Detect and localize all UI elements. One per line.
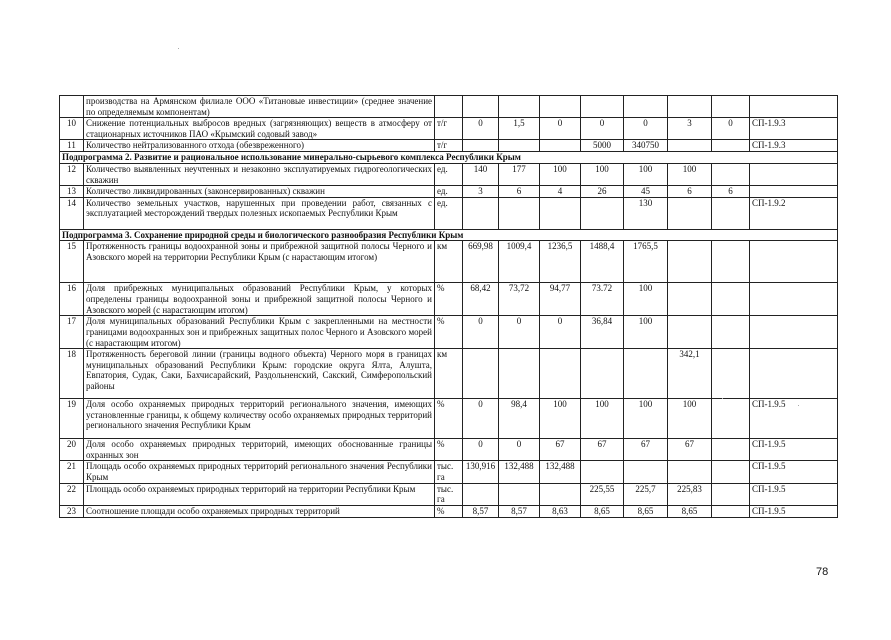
subprogram-row (60, 152, 838, 164)
scan-speck (798, 405, 799, 406)
indicator-name: Количество земельных участков, нарушенных при проведении работ, связанных с эксплуатацией месторождений твердых полезных ископаемых Республики Крым (84, 197, 435, 229)
value-cell (540, 349, 581, 399)
value-cell: 0 (463, 399, 499, 439)
code-cell (750, 163, 838, 185)
subprogram-row (60, 229, 838, 241)
unit-cell: % (435, 316, 463, 349)
code-cell: СП-1.9.5 (750, 483, 838, 505)
value-cell: 45 (624, 186, 668, 198)
unit-cell: км (435, 241, 463, 283)
table-row (60, 316, 838, 349)
row-number: 22 (60, 483, 84, 505)
code-cell (750, 283, 838, 316)
code-cell (750, 186, 838, 198)
value-cell (624, 461, 668, 483)
unit-cell: км (435, 349, 463, 399)
indicator-name: Площадь особо охраняемых природных территорий регионального значения Республики Крым (84, 461, 435, 483)
code-cell: СП-1.9.3 (750, 140, 838, 152)
scan-speck (722, 398, 723, 399)
value-cell (581, 197, 624, 229)
value-cell (581, 96, 624, 118)
table-row (60, 349, 838, 399)
unit-cell: % (435, 399, 463, 439)
indicator-name: Доля муниципальных образований Республики Крым с закрепленными на местности границами водоохранных зон и прибрежных защитных полос Черного и Азовского морей (с нарастающим итогом) (84, 316, 435, 349)
row-number: 14 (60, 197, 84, 229)
value-cell: 26 (581, 186, 624, 198)
indicator-name: Доля прибрежных муниципальных образований Республики Крым, у которых определены границы водоохранной зоны и прибрежной защитной полосы Черного и Азовского морей (с нарастающим итогом) (84, 283, 435, 316)
value-cell: 100 (668, 399, 712, 439)
value-cell: 1236,5 (540, 241, 581, 283)
value-cell (712, 505, 750, 517)
row-number: 11 (60, 140, 84, 152)
value-cell: 0 (540, 316, 581, 349)
unit-cell: тыс. га (435, 483, 463, 505)
row-number: 12 (60, 163, 84, 185)
scan-speck (178, 48, 179, 49)
indicator-name: Количество нейтрализованного отхода (обезвреженного) (84, 140, 435, 152)
row-number: 21 (60, 461, 84, 483)
value-cell (712, 96, 750, 118)
value-cell: 130,916 (463, 461, 499, 483)
table-row (60, 241, 838, 283)
unit-cell: % (435, 505, 463, 517)
indicator-name: Протяженность границы водоохранной зоны и прибрежной защитной полосы Черного и Азовского морей на территории Республики Крым (с нарастающим итогом) (84, 241, 435, 283)
code-cell: СП-1.9.5 (750, 461, 838, 483)
unit-cell: т/г (435, 118, 463, 140)
value-cell (712, 349, 750, 399)
value-cell: 100 (540, 399, 581, 439)
value-cell: 132,488 (499, 461, 540, 483)
value-cell (499, 96, 540, 118)
table-row (60, 399, 838, 439)
indicator-name: Доля особо охраняемых природных территорий регионального значения, имеющих установленные границы, к общему количеству особо охраняемых природных территорий регионального значения Республики Крым (84, 399, 435, 439)
table-row (60, 96, 838, 118)
indicator-name: Протяженность береговой линии (границы водного объекта) Черного моря в границах муниципальных образований Республики Крым: городские округа Ялта, Алушта, Евпатория, Судак, Саки, Бахчисарайский, Раздольненский, Сакский, Симферопольский районы (84, 349, 435, 399)
value-cell: 342,1 (668, 349, 712, 399)
value-cell: 5000 (581, 140, 624, 152)
value-cell (499, 349, 540, 399)
unit-cell: % (435, 439, 463, 461)
value-cell (712, 283, 750, 316)
value-cell (668, 140, 712, 152)
value-cell (624, 96, 668, 118)
table-body (60, 96, 838, 518)
value-cell: 8,65 (581, 505, 624, 517)
value-cell: 669,98 (463, 241, 499, 283)
value-cell: 8,63 (540, 505, 581, 517)
row-number: 16 (60, 283, 84, 316)
table-row (60, 163, 838, 185)
value-cell: 0 (463, 316, 499, 349)
code-cell (750, 316, 838, 349)
value-cell: 1765,5 (624, 241, 668, 283)
value-cell (668, 461, 712, 483)
table-row (60, 483, 838, 505)
value-cell (712, 241, 750, 283)
unit-cell: % (435, 283, 463, 316)
indicator-name: Количество выявленных неучтенных и незаконно эксплуатируемых гидрогеологических скважин (84, 163, 435, 185)
value-cell: 100 (624, 316, 668, 349)
row-number: 23 (60, 505, 84, 517)
value-cell (463, 96, 499, 118)
unit-cell: ед. (435, 163, 463, 185)
value-cell (499, 197, 540, 229)
unit-cell (435, 96, 463, 118)
value-cell (712, 399, 750, 439)
indicator-name: Количество ликвидированных (законсервированных) скважин (84, 186, 435, 198)
value-cell: 100 (668, 163, 712, 185)
row-number (60, 96, 84, 118)
value-cell: 1488,4 (581, 241, 624, 283)
value-cell: 140 (463, 163, 499, 185)
value-cell (540, 197, 581, 229)
value-cell: 225,7 (624, 483, 668, 505)
indicator-name: Площадь особо охраняемых природных территорий на территории Республики Крым (84, 483, 435, 505)
value-cell: 67 (581, 439, 624, 461)
table-row (60, 283, 838, 316)
subprogram-title: Подпрограмма 2. Развитие и рациональное использование минерально-сырьевого комплекса Республики Крым (60, 152, 838, 164)
value-cell: 100 (540, 163, 581, 185)
value-cell (581, 349, 624, 399)
row-number: 13 (60, 186, 84, 198)
value-cell: 0 (463, 439, 499, 461)
indicator-name: Доля особо охраняемых природных территорий, имеющих обоснованные границы охранных зон (84, 439, 435, 461)
table-row (60, 186, 838, 198)
value-cell: 177 (499, 163, 540, 185)
value-cell: 8,65 (668, 505, 712, 517)
value-cell: 4 (540, 186, 581, 198)
unit-cell: ед. (435, 197, 463, 229)
value-cell: 132,488 (540, 461, 581, 483)
value-cell: 8,57 (499, 505, 540, 517)
value-cell (463, 197, 499, 229)
value-cell: 6 (712, 186, 750, 198)
value-cell: 100 (624, 399, 668, 439)
value-cell (463, 349, 499, 399)
value-cell: 73.72 (581, 283, 624, 316)
value-cell: 0 (712, 118, 750, 140)
table-row (60, 439, 838, 461)
value-cell (668, 197, 712, 229)
value-cell: 3 (668, 118, 712, 140)
row-number: 15 (60, 241, 84, 283)
value-cell: 340750 (624, 140, 668, 152)
value-cell: 98,4 (499, 399, 540, 439)
indicator-name: производства на Армянском филиале ООО «Титановые инвестиции» (среднее значение по определяемым компонентам) (84, 96, 435, 118)
page-number: 78 (816, 566, 829, 578)
value-cell (712, 483, 750, 505)
table-row (60, 505, 838, 517)
code-cell: СП-1.9.5 (750, 505, 838, 517)
value-cell: 0 (499, 439, 540, 461)
row-number: 18 (60, 349, 84, 399)
value-cell (540, 140, 581, 152)
value-cell: 225,55 (581, 483, 624, 505)
value-cell (499, 483, 540, 505)
indicator-name: Соотношение площади особо охраняемых природных территорий (84, 505, 435, 517)
value-cell: 0 (499, 316, 540, 349)
value-cell (463, 140, 499, 152)
value-cell: 36,84 (581, 316, 624, 349)
value-cell (581, 461, 624, 483)
value-cell: 67 (540, 439, 581, 461)
value-cell: 6 (668, 186, 712, 198)
value-cell: 0 (624, 118, 668, 140)
value-cell: 67 (624, 439, 668, 461)
table-row (60, 197, 838, 229)
value-cell (712, 461, 750, 483)
value-cell (712, 316, 750, 349)
code-cell: СП-1.9.3 (750, 118, 838, 140)
value-cell: 3 (463, 186, 499, 198)
unit-cell: тыс. га (435, 461, 463, 483)
value-cell: 67 (668, 439, 712, 461)
value-cell (712, 140, 750, 152)
code-cell (750, 349, 838, 399)
code-cell (750, 96, 838, 118)
value-cell: 8,57 (463, 505, 499, 517)
row-number: 19 (60, 399, 84, 439)
value-cell (540, 96, 581, 118)
value-cell (540, 483, 581, 505)
value-cell (463, 483, 499, 505)
value-cell: 6 (499, 186, 540, 198)
code-cell: СП-1.9.2 (750, 197, 838, 229)
value-cell (712, 197, 750, 229)
value-cell: 100 (581, 163, 624, 185)
unit-cell: ед. (435, 186, 463, 198)
table-row (60, 461, 838, 483)
value-cell: 68,42 (463, 283, 499, 316)
value-cell: 1009,4 (499, 241, 540, 283)
row-number: 17 (60, 316, 84, 349)
value-cell: 73,72 (499, 283, 540, 316)
value-cell: 8,65 (624, 505, 668, 517)
value-cell: 100 (581, 399, 624, 439)
value-cell: 0 (581, 118, 624, 140)
code-cell (750, 241, 838, 283)
value-cell (624, 349, 668, 399)
value-cell: 1,5 (499, 118, 540, 140)
value-cell: 100 (624, 163, 668, 185)
indicators-table (59, 95, 838, 518)
unit-cell: т/г (435, 140, 463, 152)
table-row (60, 118, 838, 140)
code-cell: СП-1.9.5 (750, 439, 838, 461)
value-cell (668, 96, 712, 118)
value-cell (668, 283, 712, 316)
row-number: 20 (60, 439, 84, 461)
value-cell (668, 241, 712, 283)
table-row (60, 140, 838, 152)
value-cell: 225,83 (668, 483, 712, 505)
value-cell (712, 163, 750, 185)
value-cell: 100 (624, 283, 668, 316)
code-cell: СП-1.9.5 (750, 399, 838, 439)
value-cell (499, 140, 540, 152)
value-cell: 130 (624, 197, 668, 229)
value-cell (712, 439, 750, 461)
value-cell: 94,77 (540, 283, 581, 316)
subprogram-title: Подпрограмма 3. Сохранение природной среды и биологического разнообразия Республики Крым (60, 229, 838, 241)
value-cell (668, 316, 712, 349)
value-cell: 0 (463, 118, 499, 140)
indicator-name: Снижение потенциальных выбросов вредных (загрязняющих) веществ в атмосферу от стационарных источников ПАО «Крымский содовый завод» (84, 118, 435, 140)
row-number: 10 (60, 118, 84, 140)
value-cell: 0 (540, 118, 581, 140)
